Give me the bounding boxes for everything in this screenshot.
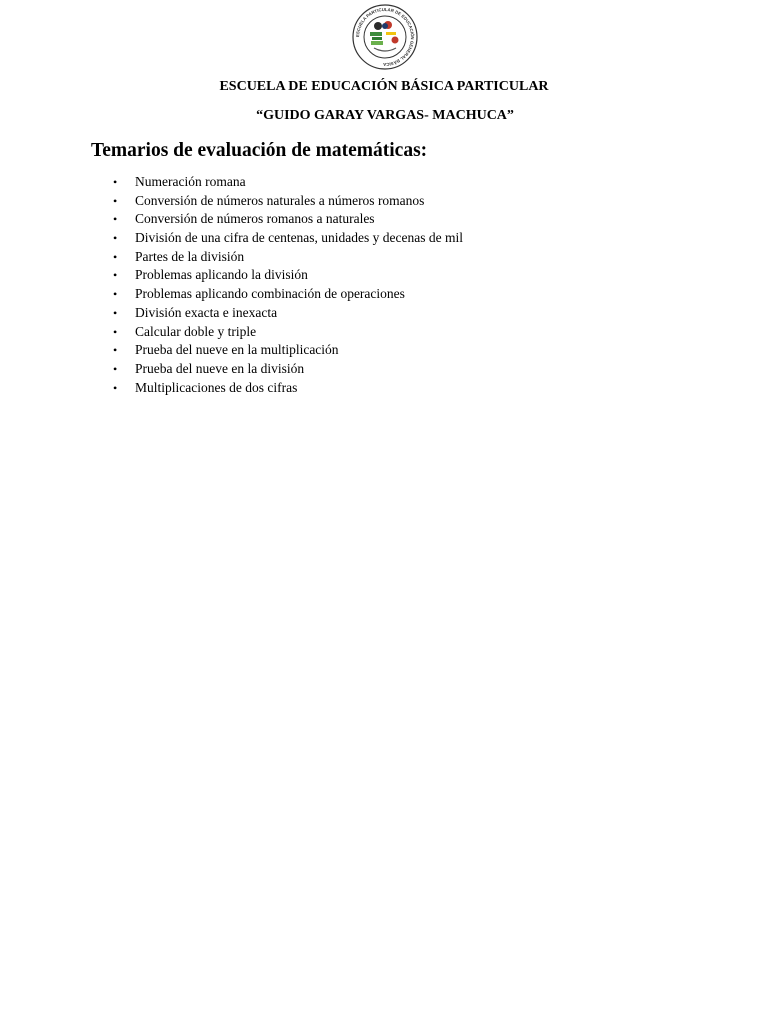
list-item-text: Partes de la división xyxy=(135,248,245,264)
list-item xyxy=(91,379,463,398)
list-item-text: Prueba del nueve en la multiplicación xyxy=(135,342,339,358)
list-item-text: Problemas aplicando la división xyxy=(135,267,308,283)
seal-ring-text: ESCUELA PARTICULAR DE EDUCACIÓN GENERAL BÁSICA xyxy=(354,6,416,68)
list-item xyxy=(91,285,463,304)
list-item-text: Problemas aplicando combinación de operaciones xyxy=(135,286,405,302)
bullet-icon: • xyxy=(113,305,118,320)
bullet-icon: • xyxy=(113,287,118,302)
list-item xyxy=(91,304,463,323)
list-item-text: División exacta e inexacta xyxy=(135,304,278,320)
school-name-line2: “GUIDO GARAY VARGAS- MACHUCA” xyxy=(256,108,514,123)
list-item xyxy=(91,323,463,342)
school-name-line1: ESCUELA DE EDUCACIÓN BÁSICA PARTICULAR xyxy=(219,79,549,94)
bullet-icon: • xyxy=(113,193,118,208)
list-item xyxy=(91,341,463,360)
list-item xyxy=(91,360,463,379)
bullet-icon: • xyxy=(113,324,118,339)
bullet-icon: • xyxy=(113,343,118,358)
bullet-icon: • xyxy=(113,231,118,246)
school-seal-icon xyxy=(352,4,418,70)
list-item xyxy=(91,229,463,248)
bullet-icon: • xyxy=(113,380,118,395)
bullet-icon: • xyxy=(113,175,118,189)
list-item-text: Conversión de números romanos a naturales xyxy=(135,211,375,227)
list-item xyxy=(91,248,463,267)
list-item xyxy=(91,266,463,285)
list-item xyxy=(91,210,463,229)
list-item-text: Multiplicaciones de dos cifras xyxy=(135,379,298,395)
list-item-text: División de una cifra de centenas, unidades y decenas de mil xyxy=(135,230,464,246)
page-title: Temarios de evaluación de matemáticas: xyxy=(91,140,428,161)
list-item xyxy=(91,192,463,211)
bullet-icon: • xyxy=(113,212,118,227)
topics-list xyxy=(91,173,463,397)
bullet-icon: • xyxy=(113,249,118,264)
list-item-text: Conversión de números naturales a números romanos xyxy=(135,192,425,208)
list-item xyxy=(91,173,463,192)
bullet-icon: • xyxy=(113,361,118,376)
bullet-icon: • xyxy=(113,268,118,283)
list-item-text: Calcular doble y triple xyxy=(135,323,257,339)
list-item-text: Numeración romana xyxy=(135,174,246,189)
list-item-text: Prueba del nueve en la división xyxy=(135,360,305,376)
